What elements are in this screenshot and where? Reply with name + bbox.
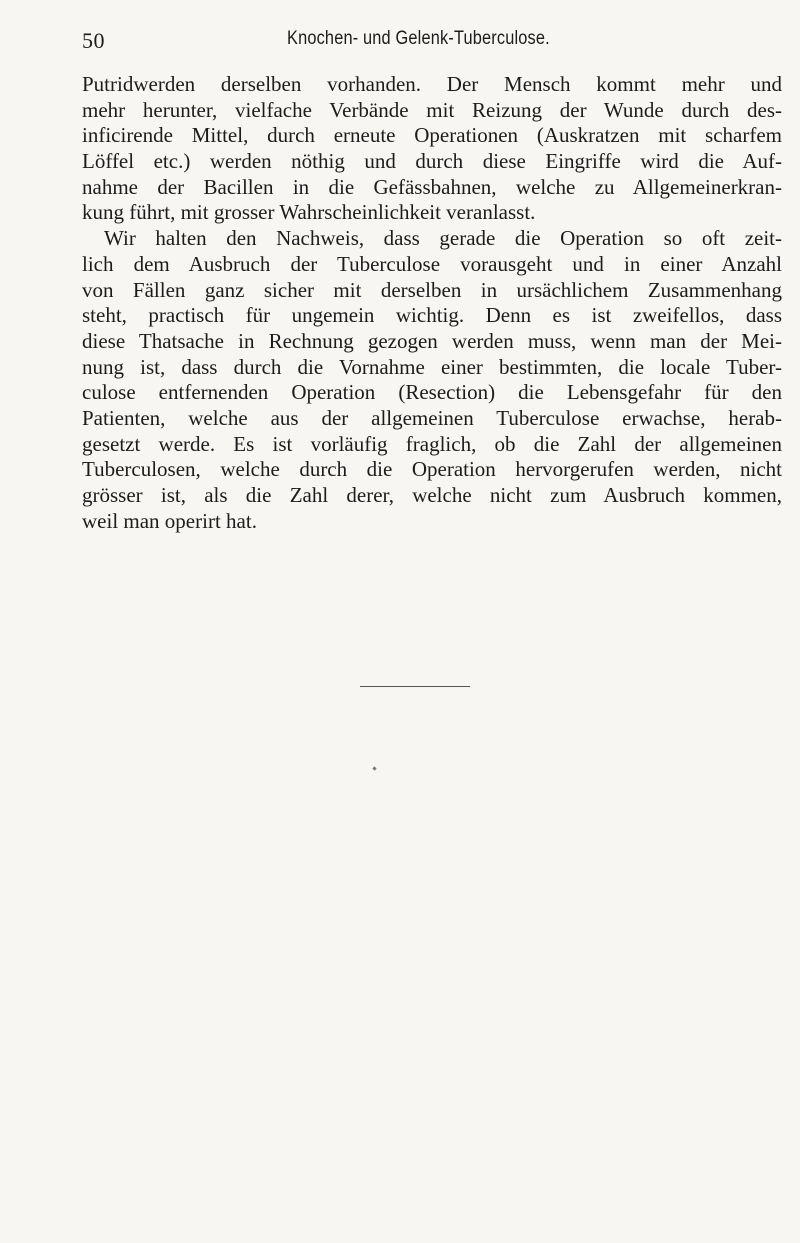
body-text <box>82 72 782 534</box>
text-line: mehr herunter, vielfache Verbände mit Reizung der Wunde durch des- <box>82 97 782 122</box>
text-line: Patienten, welche aus der allgemeinen Tuberculose erwachse, herab- <box>82 405 782 430</box>
text-line: Tuberculosen, welche durch die Operation hervorgerufen werden, nicht <box>82 457 782 482</box>
print-speck <box>372 766 376 770</box>
text-line: gesetzt werde. Es ist vorläufig fraglich, ob die Zahl der allgemeinen <box>82 431 782 456</box>
text-line: Putridwerden derselben vorhanden. Der Mensch kommt mehr und <box>82 72 782 96</box>
text-line: kung führt, mit grosser Wahrscheinlichkeit veranlasst. <box>82 200 536 225</box>
text-line: grösser ist, als die Zahl derer, welche nicht zum Ausbruch kommen, <box>82 483 782 507</box>
text-line: steht, practisch für ungemein wichtig. Denn es ist zweifellos, dass <box>82 303 782 328</box>
text-line: diese Thatsache in Rechnung gezogen werden muss, wenn man der Mei- <box>82 328 782 353</box>
running-head <box>82 28 782 58</box>
text-line: Wir halten den Nachweis, dass gerade die Operation so oft zeit- <box>104 226 782 251</box>
text-line: culose entfernenden Operation (Resection) die Lebensgefahr für den <box>82 380 782 405</box>
page-number: 50 <box>82 28 105 53</box>
text-line: lich dem Ausbruch der Tuberculose vorausgeht und in einer Anzahl <box>82 251 782 276</box>
text-line: weil man operirt hat. <box>82 508 257 533</box>
running-title: Knochen- und Gelenk-Tuberculose. <box>287 28 550 49</box>
text-line: nung ist, dass durch die Vornahme einer bestimmten, die locale Tuber- <box>82 354 782 379</box>
text-line: nahme der Bacillen in die Gefässbahnen, welche zu Allgemeinerkran- <box>82 174 782 199</box>
text-line: inficirende Mittel, durch erneute Operationen (Auskratzen mit scharfem <box>82 123 782 148</box>
section-divider <box>360 686 470 687</box>
text-line: Löffel etc.) werden nöthig und durch diese Eingriffe wird die Auf- <box>82 149 782 174</box>
text-line: von Fällen ganz sicher mit derselben in ursächlichem Zusammenhang <box>82 277 782 302</box>
